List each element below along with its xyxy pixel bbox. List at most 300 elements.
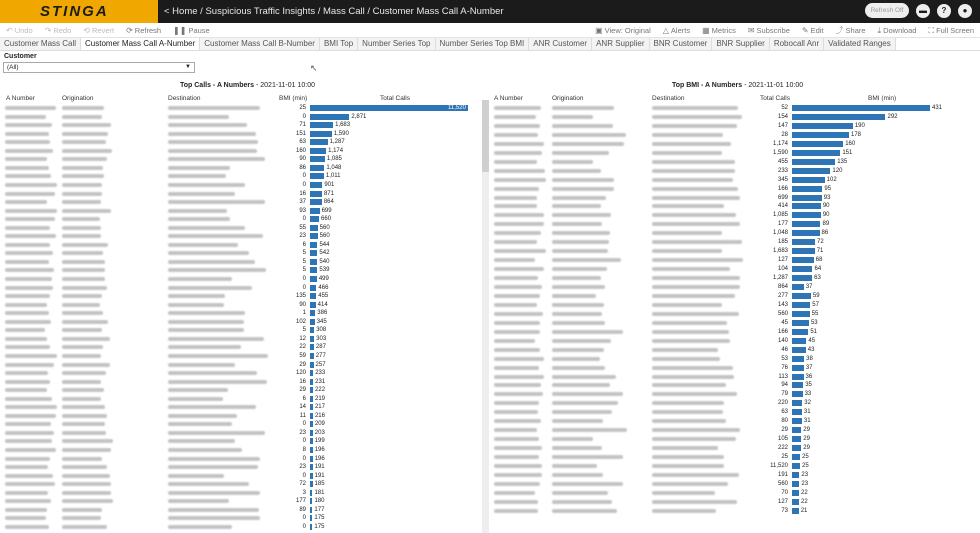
edit-button[interactable] xyxy=(796,26,830,35)
total-calls-bar[interactable] xyxy=(310,430,313,436)
total-calls-bar[interactable] xyxy=(310,336,314,342)
redo-button[interactable] xyxy=(39,26,78,35)
table-row[interactable] xyxy=(0,403,478,411)
total-calls-bar[interactable] xyxy=(310,233,318,239)
total-calls-cell: 46 xyxy=(781,346,788,353)
help-icon[interactable]: ? xyxy=(937,4,951,18)
table-row[interactable] xyxy=(0,224,478,232)
table-row[interactable] xyxy=(490,131,980,139)
total-calls-bar[interactable] xyxy=(310,310,315,316)
table-row[interactable] xyxy=(0,147,478,155)
table-row[interactable] xyxy=(490,364,980,372)
total-calls-bar[interactable] xyxy=(310,122,333,128)
table-row[interactable] xyxy=(490,211,980,219)
breadcrumb[interactable]: < Home / Suspicious Traffic Insights / Mass Call / Customer Mass Call A-Number xyxy=(164,6,504,17)
table-row[interactable] xyxy=(490,140,980,148)
table-row[interactable] xyxy=(490,426,980,434)
total-calls-bar[interactable] xyxy=(310,216,319,222)
table-row[interactable] xyxy=(0,420,478,428)
table-row[interactable] xyxy=(490,283,980,291)
right-header-origination[interactable]: Origination xyxy=(552,95,584,102)
total-calls-bar[interactable] xyxy=(310,344,314,350)
table-row[interactable] xyxy=(0,472,478,480)
origination-cell xyxy=(552,222,602,226)
total-calls-bar[interactable] xyxy=(310,191,322,197)
total-calls-value: 191 xyxy=(314,464,325,471)
total-calls-bar[interactable] xyxy=(310,404,313,410)
a-number-cell xyxy=(494,133,538,137)
table-row[interactable] xyxy=(490,462,980,470)
origination-cell xyxy=(552,375,616,379)
table-row[interactable] xyxy=(490,337,980,345)
destination-cell xyxy=(168,448,242,452)
total-calls-cell: 127 xyxy=(777,257,788,264)
total-calls-cell: 28 xyxy=(781,131,788,138)
a-number-cell xyxy=(5,286,53,290)
origination-cell xyxy=(62,337,110,341)
total-calls-bar[interactable] xyxy=(310,507,312,513)
table-row[interactable] xyxy=(0,335,478,343)
table-row[interactable] xyxy=(490,122,980,130)
right-header-bmi[interactable]: BMI (min) xyxy=(868,95,897,102)
customer-filter-select[interactable] xyxy=(3,62,195,73)
right-header-destination[interactable]: Destination xyxy=(652,95,685,102)
origination-cell xyxy=(62,499,113,503)
table-row[interactable] xyxy=(490,238,980,246)
bmi-value: 35 xyxy=(805,382,812,389)
total-calls-bar[interactable] xyxy=(310,242,317,248)
table-row[interactable] xyxy=(490,355,980,363)
table-row[interactable] xyxy=(0,429,478,437)
total-calls-bar[interactable] xyxy=(310,208,320,214)
bmi-bar[interactable] xyxy=(792,347,806,353)
destination-cell xyxy=(652,213,736,217)
table-row[interactable] xyxy=(0,497,478,505)
table-row[interactable] xyxy=(0,514,478,522)
total-calls-bar[interactable] xyxy=(310,387,313,393)
bmi-bar[interactable] xyxy=(792,132,849,138)
a-number-cell xyxy=(494,240,537,244)
table-row[interactable] xyxy=(0,480,478,488)
total-calls-bar[interactable] xyxy=(310,413,313,419)
stinga-logo[interactable]: STINGA xyxy=(0,0,158,23)
bmi-bar[interactable] xyxy=(792,418,802,424)
total-calls-bar[interactable] xyxy=(310,379,313,385)
total-calls-bar[interactable] xyxy=(310,139,328,145)
table-row[interactable] xyxy=(0,446,478,454)
table-row[interactable] xyxy=(490,292,980,300)
total-calls-bar[interactable] xyxy=(310,250,317,256)
bmi-bar[interactable] xyxy=(792,436,801,442)
left-header-bmi[interactable]: BMI (min) xyxy=(279,95,308,102)
total-calls-bar[interactable] xyxy=(310,464,313,470)
total-calls-bar[interactable] xyxy=(310,438,313,444)
table-row[interactable] xyxy=(0,506,478,514)
a-number-cell xyxy=(494,482,540,486)
table-row[interactable] xyxy=(490,507,980,515)
bmi-value: 23 xyxy=(801,471,809,478)
table-row[interactable] xyxy=(0,463,478,471)
table-row[interactable] xyxy=(490,202,980,210)
table-row[interactable] xyxy=(490,176,980,184)
table-row[interactable] xyxy=(0,266,478,274)
table-row[interactable] xyxy=(490,319,980,327)
total-calls-bar[interactable] xyxy=(310,276,317,282)
total-calls-value: 181 xyxy=(314,489,325,496)
table-row[interactable] xyxy=(490,158,980,166)
table-row[interactable] xyxy=(0,181,478,189)
total-calls-value: 196 xyxy=(314,455,325,462)
origination-cell xyxy=(62,457,102,461)
a-number-cell xyxy=(5,397,52,401)
a-number-cell xyxy=(5,516,46,520)
table-row[interactable] xyxy=(490,265,980,273)
total-calls-bar[interactable] xyxy=(310,473,313,479)
right-header-total-calls[interactable]: Total Calls xyxy=(760,95,790,102)
table-row[interactable] xyxy=(0,343,478,351)
total-calls-bar[interactable] xyxy=(310,515,312,521)
total-calls-bar[interactable] xyxy=(310,481,313,487)
tab-number-series-top[interactable]: Number Series Top xyxy=(358,38,435,50)
bmi-cell: 0 xyxy=(302,523,306,530)
table-row[interactable] xyxy=(0,121,478,129)
total-calls-value: 196 xyxy=(314,447,325,453)
table-row[interactable] xyxy=(0,241,478,249)
total-calls-cell: 154 xyxy=(777,113,788,120)
pause-button[interactable] xyxy=(167,26,216,35)
bmi-bar[interactable] xyxy=(792,356,804,362)
destination-cell xyxy=(168,268,266,272)
bmi-bar[interactable] xyxy=(792,374,804,380)
table-row[interactable] xyxy=(0,215,478,223)
total-calls-bar[interactable] xyxy=(310,225,318,231)
total-calls-bar[interactable] xyxy=(310,447,313,453)
bmi-bar[interactable] xyxy=(792,320,809,326)
total-calls-cell: 560 xyxy=(777,310,788,317)
bmi-bar[interactable] xyxy=(792,212,821,218)
table-row[interactable] xyxy=(0,369,478,377)
bmi-bar[interactable] xyxy=(792,409,802,415)
table-row[interactable] xyxy=(490,256,980,264)
bmi-cell: 63 xyxy=(299,139,306,146)
fullscreen-button[interactable] xyxy=(922,26,980,36)
total-calls-bar[interactable] xyxy=(310,362,314,368)
table-row[interactable] xyxy=(490,498,980,506)
table-row[interactable] xyxy=(490,373,980,381)
table-row[interactable] xyxy=(0,258,478,266)
table-row[interactable] xyxy=(0,386,478,394)
subscribe-button[interactable] xyxy=(742,26,796,35)
a-number-cell xyxy=(494,267,544,271)
left-header-destination[interactable]: Destination xyxy=(168,95,201,102)
tab-anr-supplier[interactable]: ANR Supplier xyxy=(592,38,649,50)
table-row[interactable] xyxy=(490,381,980,389)
bmi-bar[interactable] xyxy=(792,472,799,478)
bmi-bar[interactable] xyxy=(792,338,806,344)
tab-bnr-customer[interactable]: BNR Customer xyxy=(650,38,713,50)
table-row[interactable] xyxy=(0,275,478,283)
bmi-bar[interactable] xyxy=(792,221,820,227)
table-row[interactable] xyxy=(490,274,980,282)
table-row[interactable] xyxy=(0,155,478,163)
share-button[interactable] xyxy=(830,25,872,36)
table-row[interactable] xyxy=(0,138,478,146)
total-calls-bar[interactable] xyxy=(310,199,322,205)
total-calls-bar[interactable] xyxy=(310,302,316,308)
total-calls-bar[interactable] xyxy=(310,293,316,299)
table-row[interactable] xyxy=(0,172,478,180)
destination-cell xyxy=(652,357,720,361)
table-row[interactable] xyxy=(0,292,478,300)
table-row[interactable] xyxy=(0,326,478,334)
bmi-bar[interactable] xyxy=(792,168,830,174)
table-row[interactable] xyxy=(0,489,478,497)
table-row[interactable] xyxy=(0,232,478,240)
total-calls-bar[interactable] xyxy=(310,524,312,530)
revert-button[interactable] xyxy=(77,26,120,35)
refresh-button[interactable] xyxy=(120,26,167,35)
table-row[interactable] xyxy=(490,471,980,479)
bmi-bar[interactable] xyxy=(792,186,822,192)
view-original-button[interactable] xyxy=(589,26,657,35)
total-calls-bar[interactable] xyxy=(310,182,322,188)
bmi-bar[interactable] xyxy=(792,275,812,281)
table-row[interactable] xyxy=(0,318,478,326)
tab-number-series-top-bmi[interactable]: Number Series Top BMI xyxy=(436,38,530,50)
bmi-value: 95 xyxy=(824,185,832,192)
table-row[interactable] xyxy=(490,220,980,228)
comments-icon[interactable]: ▬ xyxy=(916,4,930,18)
total-calls-bar[interactable] xyxy=(310,285,316,291)
bmi-cell: 0 xyxy=(302,284,306,291)
tab-anr-customer[interactable]: ANR Customer xyxy=(529,38,592,50)
table-row[interactable] xyxy=(490,149,980,157)
total-calls-bar[interactable] xyxy=(310,267,317,273)
bmi-value: 37 xyxy=(805,284,813,290)
bmi-bar[interactable] xyxy=(792,105,930,111)
bmi-value: 25 xyxy=(802,454,809,461)
bmi-bar[interactable] xyxy=(792,114,885,120)
table-row[interactable] xyxy=(0,301,478,309)
bmi-cell: 14 xyxy=(299,404,306,411)
refresh-toggle[interactable]: Refresh Off xyxy=(865,3,909,18)
destination-cell xyxy=(652,133,723,137)
total-calls-bar[interactable] xyxy=(310,370,313,376)
bmi-bar[interactable] xyxy=(792,123,853,129)
bmi-bar[interactable] xyxy=(792,329,808,335)
tab-validated-ranges[interactable]: Validated Ranges xyxy=(824,38,896,50)
table-row[interactable] xyxy=(0,130,478,138)
bmi-bar[interactable] xyxy=(792,400,802,406)
bmi-bar[interactable] xyxy=(792,195,822,201)
origination-cell xyxy=(62,268,105,272)
table-row[interactable] xyxy=(490,301,980,309)
table-row[interactable] xyxy=(490,167,980,175)
bmi-bar[interactable] xyxy=(792,239,815,245)
total-calls-value: 216 xyxy=(314,412,325,419)
table-row[interactable] xyxy=(490,194,980,202)
total-calls-bar[interactable] xyxy=(310,498,312,504)
left-header-total-calls[interactable]: Total Calls xyxy=(380,95,410,102)
destination-cell xyxy=(168,243,238,247)
bmi-bar[interactable] xyxy=(792,427,801,433)
table-row[interactable] xyxy=(0,207,478,215)
table-row[interactable] xyxy=(0,361,478,369)
left-scrollbar-thumb[interactable] xyxy=(482,100,489,172)
total-calls-bar[interactable] xyxy=(310,114,349,120)
table-row[interactable] xyxy=(490,435,980,443)
bmi-bar[interactable] xyxy=(792,445,801,451)
table-row[interactable] xyxy=(0,395,478,403)
subscribe-icon: ✉ xyxy=(747,26,755,35)
bmi-bar[interactable] xyxy=(792,481,799,487)
table-row[interactable] xyxy=(490,480,980,488)
total-calls-bar[interactable] xyxy=(310,319,315,325)
table-row[interactable] xyxy=(490,453,980,461)
total-calls-value: 2,871 xyxy=(351,113,367,120)
a-number-cell xyxy=(5,354,57,358)
table-row[interactable] xyxy=(490,104,980,112)
table-row[interactable] xyxy=(0,378,478,386)
undo-button[interactable] xyxy=(0,26,39,35)
origination-cell xyxy=(552,151,609,155)
table-row[interactable] xyxy=(0,190,478,198)
tab-customer-mass-call[interactable]: Customer Mass Call xyxy=(0,38,81,50)
destination-cell xyxy=(168,465,258,469)
table-row[interactable] xyxy=(0,113,478,121)
table-row[interactable] xyxy=(0,309,478,317)
table-row[interactable] xyxy=(0,164,478,172)
table-row[interactable] xyxy=(0,412,478,420)
bmi-cell: 55 xyxy=(299,224,306,231)
origination-cell xyxy=(552,410,612,414)
download-button[interactable] xyxy=(872,26,923,36)
table-row[interactable] xyxy=(0,455,478,463)
bmi-cell: 3 xyxy=(302,489,306,496)
bmi-cell: 1 xyxy=(302,310,306,317)
total-calls-bar[interactable] xyxy=(310,456,313,462)
destination-cell xyxy=(652,303,722,307)
total-calls-bar[interactable] xyxy=(310,259,317,265)
bmi-bar[interactable] xyxy=(792,365,804,371)
bmi-value: 38 xyxy=(806,355,813,362)
bmi-bar[interactable] xyxy=(792,293,811,299)
bmi-bar[interactable] xyxy=(792,248,815,254)
table-row[interactable] xyxy=(0,284,478,292)
bmi-bar[interactable] xyxy=(792,454,800,460)
table-row[interactable] xyxy=(490,113,980,121)
destination-cell xyxy=(168,260,255,264)
table-row[interactable] xyxy=(490,346,980,354)
total-calls-bar[interactable] xyxy=(310,327,314,333)
origination-cell xyxy=(62,286,107,290)
total-calls-bar[interactable] xyxy=(310,396,313,402)
bmi-bar[interactable] xyxy=(792,141,843,147)
bmi-value: 68 xyxy=(815,257,823,264)
bmi-bar[interactable] xyxy=(792,159,835,165)
table-row[interactable] xyxy=(490,328,980,336)
table-row[interactable] xyxy=(0,352,478,360)
alerts-button[interactable] xyxy=(657,26,696,35)
table-row[interactable] xyxy=(0,198,478,206)
bmi-bar[interactable] xyxy=(792,508,799,514)
bmi-bar[interactable] xyxy=(792,150,840,156)
table-row[interactable] xyxy=(0,249,478,257)
table-row[interactable] xyxy=(490,489,980,497)
bmi-bar[interactable] xyxy=(792,311,810,317)
origination-cell xyxy=(62,243,108,247)
origination-cell xyxy=(552,491,608,495)
table-row[interactable] xyxy=(490,399,980,407)
total-calls-bar[interactable] xyxy=(310,148,326,154)
table-row[interactable] xyxy=(0,437,478,445)
bmi-bar[interactable] xyxy=(792,177,825,183)
left-header-a-number[interactable]: A Number xyxy=(6,95,35,102)
total-calls-bar[interactable] xyxy=(310,165,324,171)
metrics-button[interactable] xyxy=(696,26,742,35)
destination-cell xyxy=(652,410,723,414)
tab-robocall-anr[interactable]: Robocall Anr xyxy=(770,38,824,50)
bmi-value: 89 xyxy=(822,221,830,228)
total-calls-bar[interactable] xyxy=(310,105,468,111)
a-number-cell xyxy=(494,249,546,253)
table-row[interactable] xyxy=(490,444,980,452)
bmi-bar[interactable] xyxy=(792,302,810,308)
origination-cell xyxy=(62,431,106,435)
table-row[interactable] xyxy=(490,247,980,255)
left-title-text: Top Calls - A Numbers xyxy=(180,82,255,89)
bmi-cell: 16 xyxy=(299,190,306,197)
right-header-a-number[interactable]: A Number xyxy=(494,95,523,102)
table-row[interactable] xyxy=(490,390,980,398)
bmi-bar[interactable] xyxy=(792,257,814,263)
bmi-bar[interactable] xyxy=(792,284,804,290)
total-calls-bar[interactable] xyxy=(310,490,312,496)
bmi-bar[interactable] xyxy=(792,203,821,209)
table-row[interactable] xyxy=(0,523,478,531)
tab-bnr-supplier[interactable]: BNR Supplier xyxy=(712,38,769,50)
total-calls-bar[interactable] xyxy=(310,156,325,162)
left-header-origination[interactable]: Origination xyxy=(62,95,94,102)
total-calls-bar[interactable] xyxy=(310,353,314,359)
table-row[interactable] xyxy=(490,185,980,193)
bmi-bar[interactable] xyxy=(792,382,803,388)
bmi-bar[interactable] xyxy=(792,230,820,236)
total-calls-bar[interactable] xyxy=(310,421,313,427)
total-calls-bar[interactable] xyxy=(310,173,324,179)
origination-cell xyxy=(62,414,107,418)
table-row[interactable] xyxy=(0,104,478,112)
table-row[interactable] xyxy=(490,408,980,416)
table-row[interactable] xyxy=(490,229,980,237)
bmi-cell: 93 xyxy=(299,207,306,214)
bmi-bar[interactable] xyxy=(792,490,799,496)
bmi-value: 59 xyxy=(812,292,820,299)
table-row[interactable] xyxy=(490,310,980,318)
bmi-bar[interactable] xyxy=(792,266,812,272)
tab-customer-mass-call-a-number[interactable]: Customer Mass Call A-Number xyxy=(81,38,200,50)
total-calls-bar[interactable] xyxy=(310,131,332,137)
origination-cell xyxy=(62,525,107,529)
bmi-bar[interactable] xyxy=(792,391,803,397)
user-avatar-icon[interactable]: ● xyxy=(958,4,972,18)
bmi-bar[interactable] xyxy=(792,499,799,505)
bmi-bar[interactable] xyxy=(792,463,800,469)
tab-customer-mass-call-b-number[interactable]: Customer Mass Call B-Number xyxy=(200,38,320,50)
table-row[interactable] xyxy=(490,417,980,425)
tab-bmi-top[interactable]: BMI Top xyxy=(320,38,358,50)
bmi-value: 37 xyxy=(805,364,813,371)
